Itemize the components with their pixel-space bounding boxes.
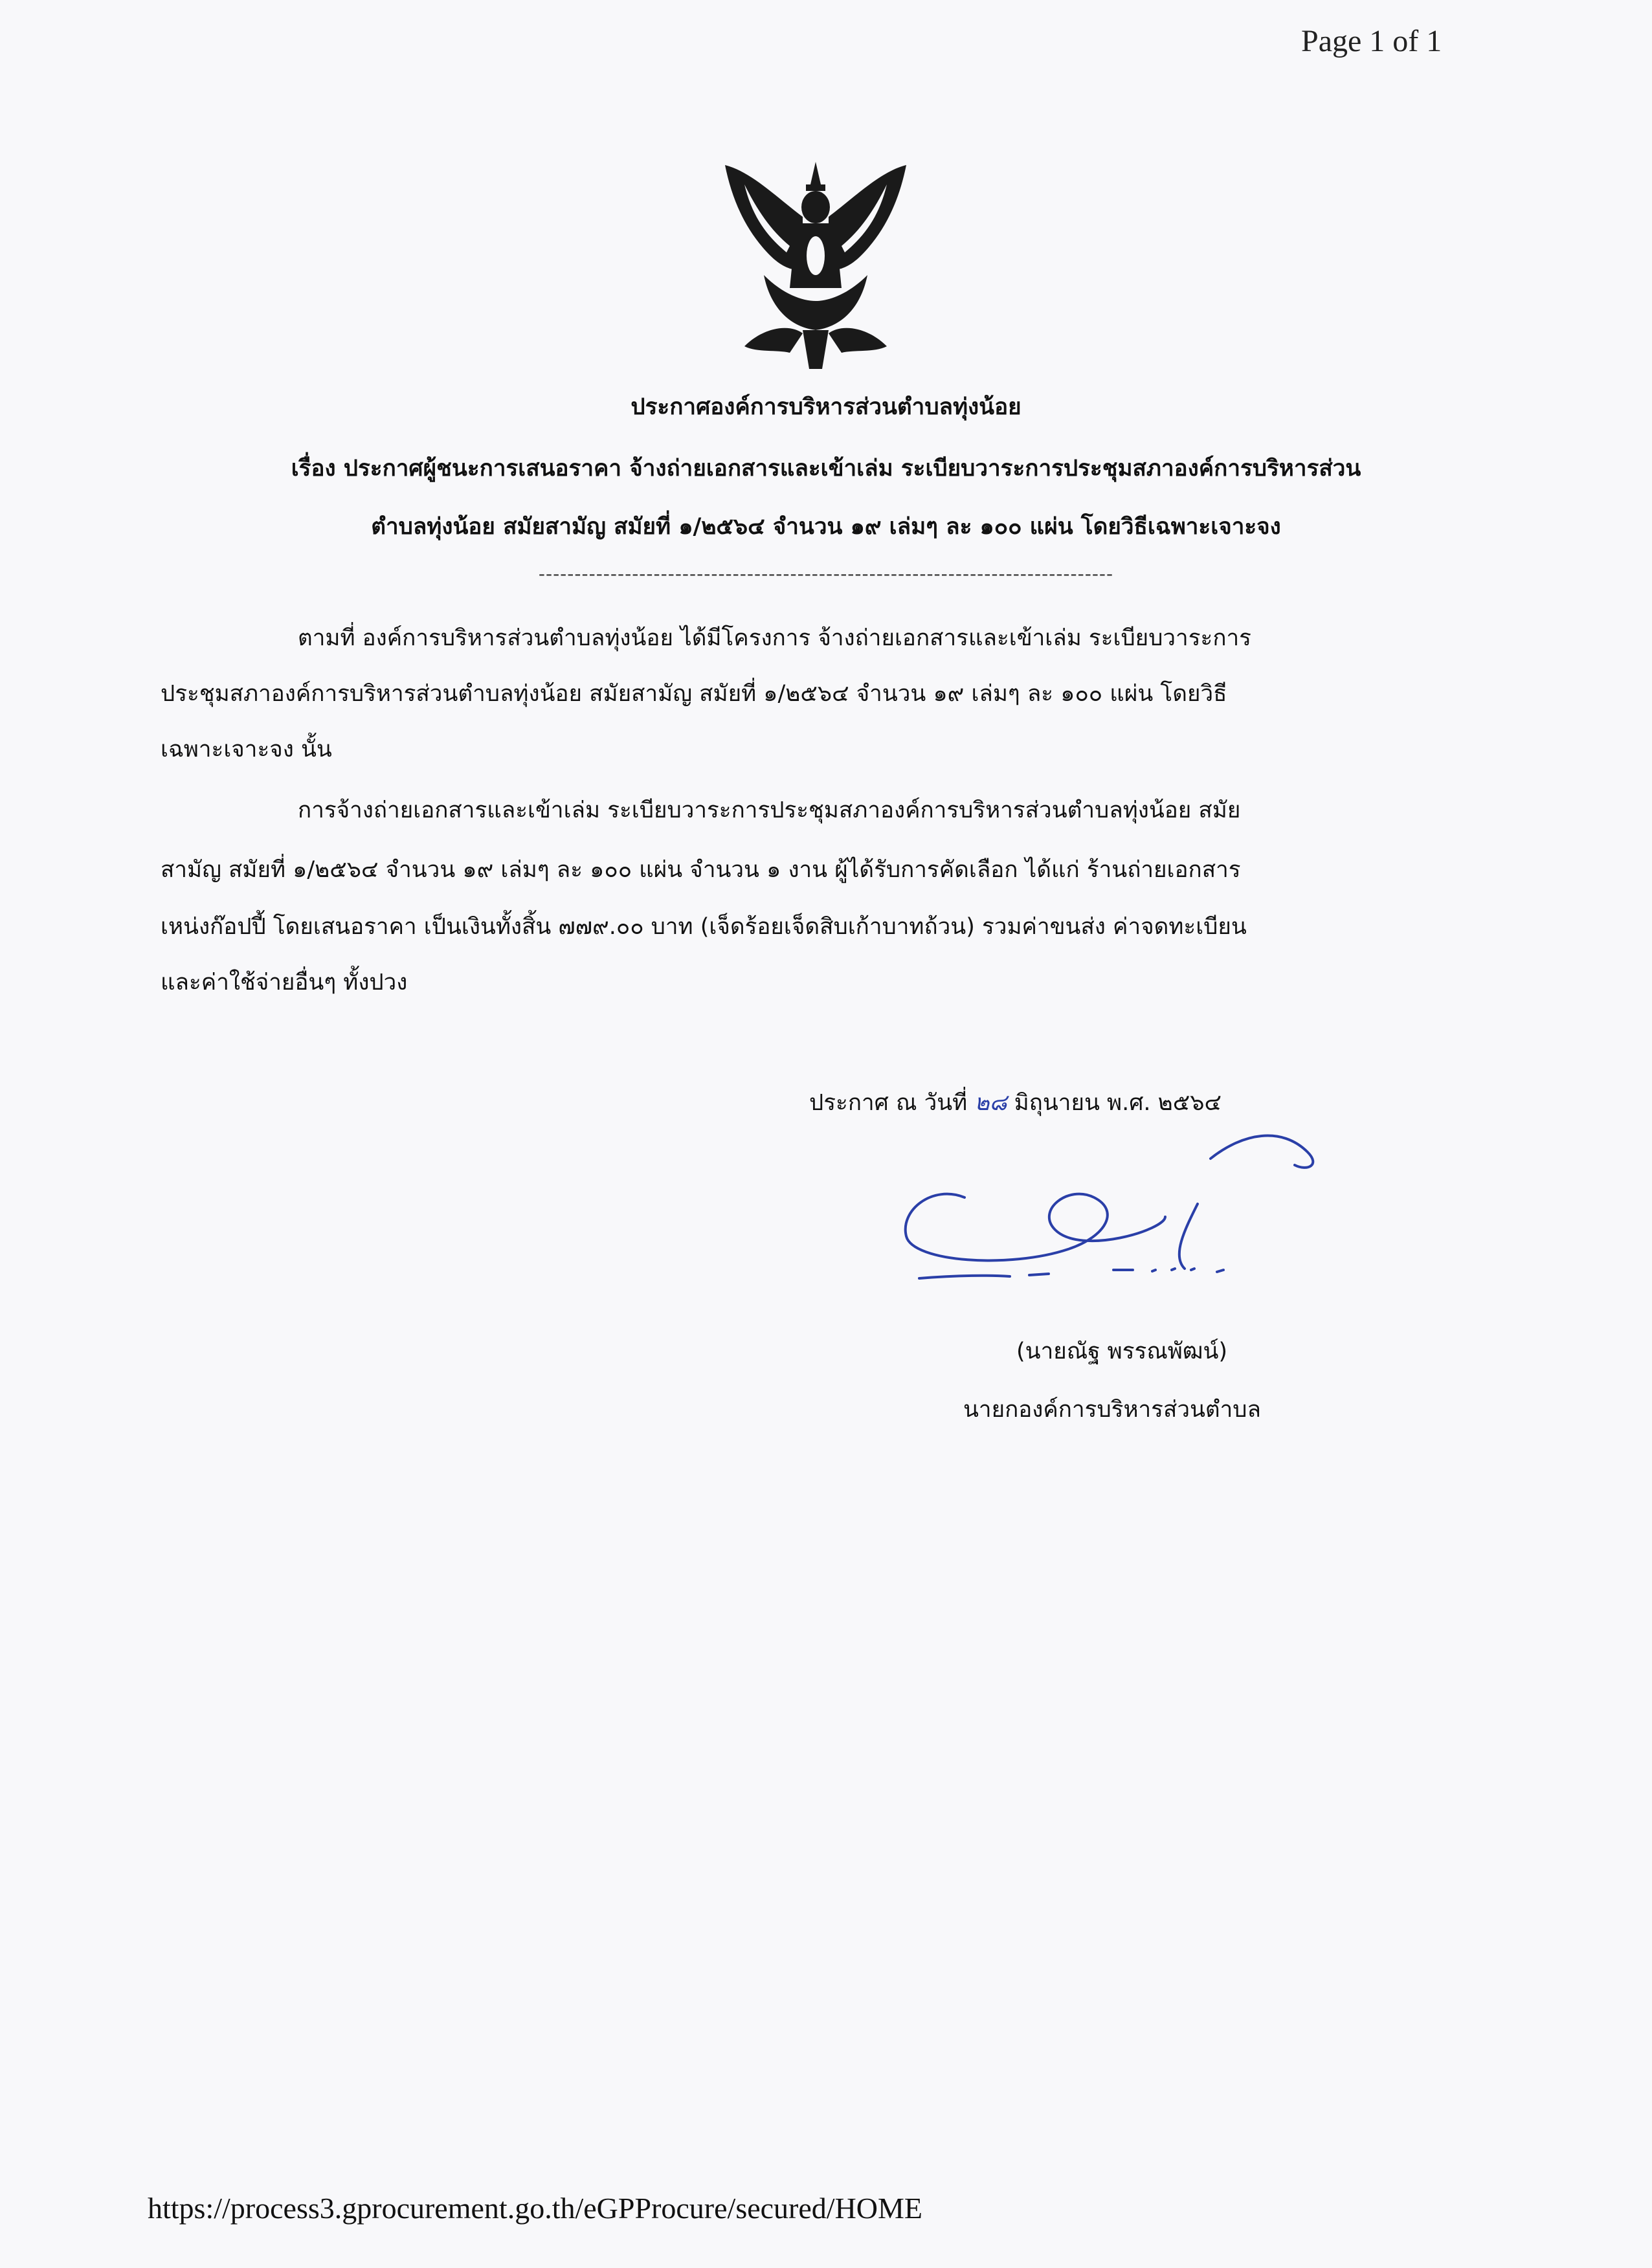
garuda-emblem <box>706 159 926 372</box>
signer-name: (นายณัฐ พรรณพัฒน์) <box>1016 1339 1228 1364</box>
subject-line-1: เรื่อง ประกาศผู้ชนะการเสนอราคา จ้างถ่ายเอกสารและเข้าเล่ม ระเบียบวาระการประชุมสภาองค์การบริหารส่วน <box>291 456 1361 482</box>
subject-line-2: ตำบลทุ่งน้อย สมัยสามัญ สมัยที่ ๑/๒๕๖๔ จำนวน ๑๙ เล่มๆ ละ ๑๐๐ แผ่น โดยวิธีเฉพาะเจาะจง <box>371 514 1281 540</box>
announcement-title: ประกาศองค์การบริหารส่วนตำบลทุ่งน้อย <box>631 394 1021 420</box>
paragraph-2-line-4: และค่าใช้จ่ายอื่นๆ ทั้งปวง <box>161 970 408 995</box>
date-month-year: มิถุนายน พ.ศ. ๒๕๖๔ <box>1014 1090 1222 1116</box>
footer-url: https://process3.gprocurement.go.th/eGPProcure/secured/HOME <box>148 2192 923 2225</box>
paragraph-2-line-2: สามัญ สมัยที่ ๑/๒๕๖๔ จำนวน ๑๙ เล่มๆ ละ ๑๐๐ แผ่น จำนวน ๑ งาน ผู้ได้รับการคัดเลือก ได้แก่ ร้านถ่ายเอกสาร <box>161 857 1241 883</box>
page-number: Page 1 of 1 <box>1301 24 1442 58</box>
paragraph-2-line-3: เหน่งก๊อปปี้ โดยเสนอราคา เป็นเงินทั้งสิ้น ๗๗๙.๐๐ บาท (เจ็ดร้อยเจ็ดสิบเก้าบาทถ้วน) รวมค่าขนส่ง ค่าจดทะเบียน <box>161 914 1247 940</box>
paragraph-2-line-1: การจ้างถ่ายเอกสารและเข้าเล่ม ระเบียบวาระการประชุมสภาองค์การบริหารส่วนตำบลทุ่งน้อย สมัย <box>298 797 1241 823</box>
date-prefix: ประกาศ ณ วันที่ <box>809 1090 968 1116</box>
signature <box>893 1100 1411 1288</box>
handwritten-day: ๒๘ <box>974 1090 1007 1116</box>
paragraph-1-line-1: ตามที่ องค์การบริหารส่วนตำบลทุ่งน้อย ได้มีโครงการ จ้างถ่ายเอกสารและเข้าเล่ม ระเบียบวาระการ <box>298 625 1251 651</box>
separator-line: -------------------------------------------------------------------------------- <box>538 563 1114 584</box>
signer-position: นายกองค์การบริหารส่วนตำบล <box>963 1397 1261 1423</box>
paragraph-1-line-3: เฉพาะเจาะจง นั้น <box>161 737 332 762</box>
paragraph-1-line-2: ประชุมสภาองค์การบริหารส่วนตำบลทุ่งน้อย สมัยสามัญ สมัยที่ ๑/๒๕๖๔ จำนวน ๑๙ เล่มๆ ละ ๑๐๐ แผ่น โดยวิธี <box>161 681 1227 707</box>
